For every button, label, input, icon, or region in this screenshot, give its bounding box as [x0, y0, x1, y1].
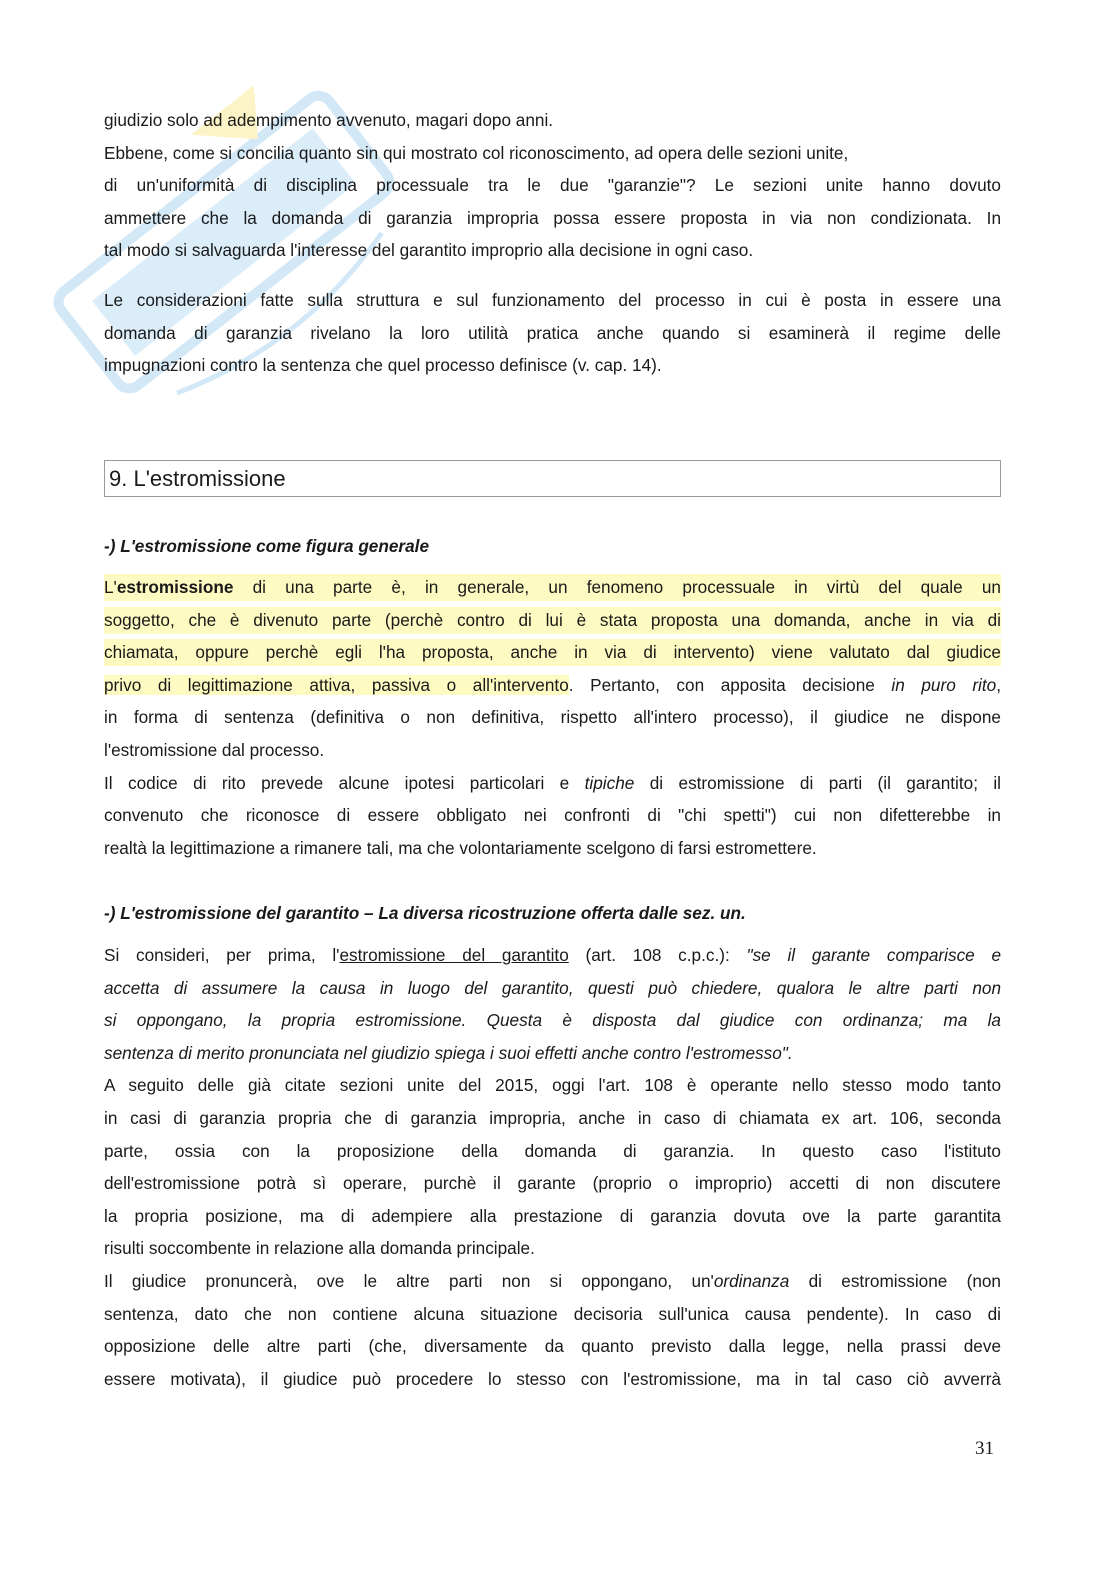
- text-run: essere motivata), il giudice può procedere lo stesso con l'estromissione, ma in tal caso ciò avverrà: [104, 1368, 1001, 1389]
- text-line: [104, 799, 1001, 832]
- text-line: [104, 939, 1001, 972]
- text-line: [104, 1200, 1001, 1233]
- italic-text: ordinanza: [713, 1270, 790, 1291]
- text-run: in casi di garanzia propria che di garanzia impropria, anche in caso di chiamata ex art. 106, seconda: [104, 1107, 1001, 1128]
- text-run: risulti soccombente in relazione alla domanda principale.: [104, 1238, 535, 1259]
- italic-text: si oppongano, la propria estromissione. Questa è disposta dal giudice con ordinanza; ma la: [104, 1010, 1001, 1031]
- page-number: 31: [975, 1438, 994, 1459]
- text-line: [104, 1167, 1001, 1200]
- text-line: [104, 1135, 1001, 1168]
- text-run: giudizio solo ad adempimento avvenuto, magari dopo anni.: [104, 110, 554, 130]
- text-run: sentenza, dato che non contiene alcuna situazione decisoria sull'unica causa pendente). In caso di: [104, 1303, 1001, 1324]
- subheading-figura-generale: -) L'estromissione come figura generale: [104, 536, 430, 556]
- text-line: [104, 1232, 1001, 1265]
- text-run: Le considerazioni fatte sulla struttura e sul funzionamento del processo in cui è posta in essere una: [104, 290, 1001, 310]
- text-run: ,: [996, 674, 1001, 695]
- text-run: domanda di garanzia rivelano la loro utilità pratica anche quando si esaminerà il regime delle: [104, 322, 1001, 343]
- paragraph-estromissione-generale: [104, 571, 1001, 864]
- text-line: [104, 734, 1001, 767]
- italic-text: tipiche: [584, 772, 635, 793]
- underlined-text: estromissione del garantito: [339, 945, 569, 965]
- text-run: parte, ossia con la proposizione della domanda di garanzia. In questo caso l'istituto: [104, 1140, 1001, 1161]
- text-line: [104, 1102, 1001, 1135]
- italic-text: "se il garante comparisce e: [746, 945, 1002, 965]
- text-run: L': [104, 577, 117, 597]
- text-line: [104, 1330, 1001, 1363]
- text-line: [104, 349, 1001, 382]
- text-run: A seguito delle già citate sezioni unite del 2015, oggi l'art. 108 è operante nello stesso modo tanto: [104, 1075, 1001, 1096]
- text-run: Il giudice pronuncerà, ove le altre parti non si oppongano, un': [104, 1270, 714, 1291]
- text-run: . Pertanto, con apposita decisione: [568, 674, 892, 695]
- text-line: [104, 701, 1001, 734]
- text-run: dell'estromissione potrà sì operare, purchè il garante (proprio o improprio) accetti di non discutere: [104, 1173, 1001, 1194]
- italic-text: sentenza di merito pronunciata nel giudizio spiega i suoi effetti anche contro l'estromesso".: [104, 1042, 793, 1063]
- text-run: in forma di sentenza (definitiva o non definitiva, rispetto all'intero processo), il giudice ne dispone: [104, 707, 1001, 728]
- text-line: [104, 571, 1001, 604]
- text-line: [104, 636, 1001, 669]
- paragraph-considerazioni: [104, 284, 1001, 382]
- text-run: (art. 108 c.p.c.):: [568, 945, 747, 965]
- text-line: [104, 234, 1001, 267]
- text-line: [104, 604, 1001, 637]
- italic-text: in puro rito: [891, 674, 997, 695]
- text-run: chiamata, oppure perchè egli l'ha proposta, anche in via di intervento) viene valutato dal giudice: [104, 642, 1001, 663]
- text-run: ammettere che la domanda di garanzia impropria possa essere proposta in via non condizionata. In: [104, 207, 1001, 228]
- text-line: [104, 104, 1001, 137]
- paragraph-estromissione-garantito: [104, 939, 1001, 1395]
- text-line: [104, 1069, 1001, 1102]
- text-run: Ebbene, come si concilia quanto sin qui mostrato col riconoscimento, ad opera delle sezioni unite,: [104, 142, 849, 163]
- text-run: Si consideri, per prima, l': [104, 945, 340, 965]
- subheading-estromissione-garantito: -) L'estromissione del garantito – La diversa ricostruzione offerta dalle sez. un.: [104, 903, 746, 923]
- text-line: [104, 137, 1001, 170]
- text-line: [104, 1265, 1001, 1298]
- text-run: di una parte è, in generale, un fenomeno processuale in virtù del quale un: [233, 577, 1001, 597]
- text-line: [104, 317, 1001, 350]
- paragraph-garanzia-conclusion: [104, 104, 1001, 267]
- text-run: privo di legittimazione attiva, passiva o all'intervento: [104, 674, 569, 695]
- section-heading: 9. L'estromissione: [104, 460, 1001, 497]
- text-line: [104, 169, 1001, 202]
- text-line: [104, 669, 1001, 702]
- text-run: di estromissione (non: [789, 1270, 1001, 1291]
- text-run: impugnazioni contro la sentenza che quel processo definisce (v. cap. 14).: [104, 355, 662, 376]
- text-run: opposizione delle altre parti (che, diversamente da quanto previsto dalla legge, nella prassi deve: [104, 1336, 1001, 1357]
- text-run: Il codice di rito prevede alcune ipotesi particolari e: [104, 772, 585, 793]
- text-run: convenuto che riconosce di essere obbligato nei confronti di "chi spetti") cui non difetterebbe in: [104, 805, 1001, 826]
- text-run: tal modo si salvaguarda l'interesse del garantito improprio alla decisione in ogni caso.: [104, 240, 754, 261]
- text-run: soggetto, che è divenuto parte (perchè contro di lui è stata proposta una domanda, anche in via di: [104, 609, 1001, 630]
- text-run: la propria posizione, ma di adempiere alla prestazione di garanzia dovuta ove la parte garantita: [104, 1205, 1001, 1226]
- text-line: [104, 972, 1001, 1005]
- text-run: di estromissione di parti (il garantito; il: [634, 772, 1002, 793]
- text-line: [104, 767, 1001, 800]
- text-line: [104, 1037, 1001, 1070]
- text-run: l'estromissione dal processo.: [104, 739, 325, 760]
- text-run: di un'uniformità di disciplina processuale tra le due "garanzie"? Le sezioni unite hanno dovuto: [104, 175, 1001, 196]
- italic-text: accetta di assumere la causa in luogo del garantito, questi può chiedere, qualora le altre parti non: [104, 977, 1001, 998]
- bold-text: estromissione: [116, 577, 234, 597]
- text-line: [104, 1363, 1001, 1396]
- text-line: [104, 1004, 1001, 1037]
- text-line: [104, 202, 1001, 235]
- text-line: [104, 832, 1001, 865]
- text-line: [104, 1298, 1001, 1331]
- text-line: [104, 284, 1001, 317]
- text-run: realtà la legittimazione a rimanere tali, ma che volontariamente scelgono di farsi estromettere.: [104, 837, 817, 858]
